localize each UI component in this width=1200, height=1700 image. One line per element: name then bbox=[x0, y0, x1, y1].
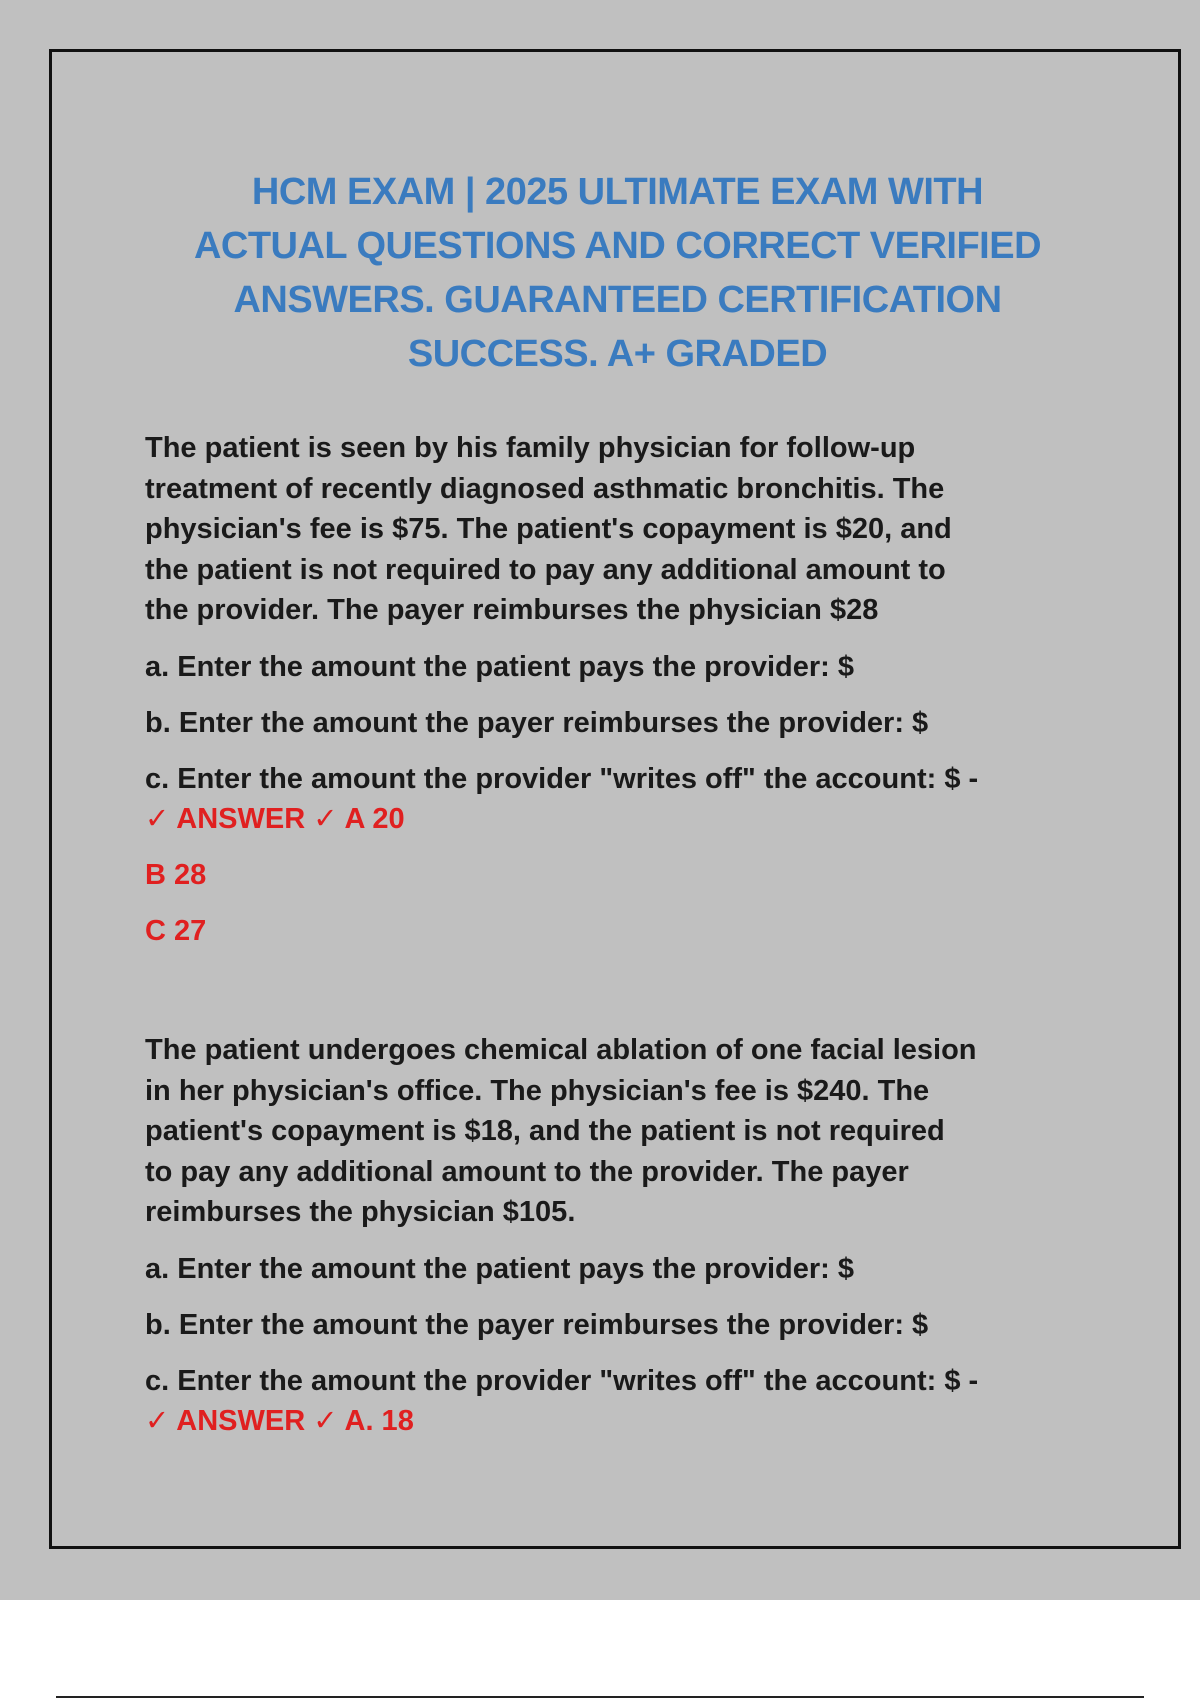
prompt-line: in her physician's office. The physician's fee is $240. The bbox=[145, 1074, 930, 1107]
document-title bbox=[110, 165, 1125, 381]
question-prompt bbox=[145, 1030, 1105, 1233]
sub-question-b: b. Enter the amount the payer reimburses the provider: $ bbox=[145, 706, 929, 739]
answer-line: B 28 bbox=[145, 858, 207, 891]
bottom-divider bbox=[56, 1696, 1144, 1698]
sub-question-a: a. Enter the amount the patient pays the provider: $ bbox=[145, 1252, 855, 1285]
question-2 bbox=[145, 1030, 1105, 1441]
prompt-line: the patient is not required to pay any additional amount to bbox=[145, 553, 946, 586]
prompt-line: reimburses the physician $105. bbox=[145, 1196, 576, 1228]
prompt-line: treatment of recently diagnosed asthmatic bronchitis. The bbox=[145, 472, 945, 505]
sub-question-b: b. Enter the amount the payer reimburses the provider: $ bbox=[145, 1308, 929, 1341]
prompt-line: physician's fee is $75. The patient's copayment is $20, and bbox=[145, 513, 952, 545]
answer-line: ✓ ANSWER ✓ A. 18 bbox=[145, 1404, 414, 1437]
question-1 bbox=[145, 428, 1105, 951]
answer-line: C 27 bbox=[145, 914, 207, 947]
sub-question-c: c. Enter the amount the provider "writes off" the account: $ - bbox=[145, 762, 979, 795]
prompt-line: to pay any additional amount to the provider. The payer bbox=[145, 1155, 909, 1188]
title-line: SUCCESS. A+ GRADED bbox=[407, 333, 828, 375]
answer-line: ✓ ANSWER ✓ A 20 bbox=[145, 802, 405, 835]
prompt-line: patient's copayment is $18, and the patient is not required bbox=[145, 1115, 945, 1147]
title-line: ACTUAL QUESTIONS AND CORRECT VERIFIED bbox=[193, 225, 1042, 267]
question-prompt bbox=[145, 428, 1105, 631]
sub-question-c: c. Enter the amount the provider "writes off" the account: $ - bbox=[145, 1364, 979, 1397]
prompt-line: The patient is seen by his family physician for follow-up bbox=[145, 432, 916, 464]
prompt-line: the provider. The payer reimburses the physician $28 bbox=[145, 594, 879, 626]
sub-question-a: a. Enter the amount the patient pays the provider: $ bbox=[145, 650, 855, 683]
prompt-line: The patient undergoes chemical ablation of one facial lesion bbox=[145, 1034, 977, 1066]
title-line: ANSWERS. GUARANTEED CERTIFICATION bbox=[233, 279, 1002, 321]
title-line: HCM EXAM | 2025 ULTIMATE EXAM WITH bbox=[251, 171, 984, 213]
